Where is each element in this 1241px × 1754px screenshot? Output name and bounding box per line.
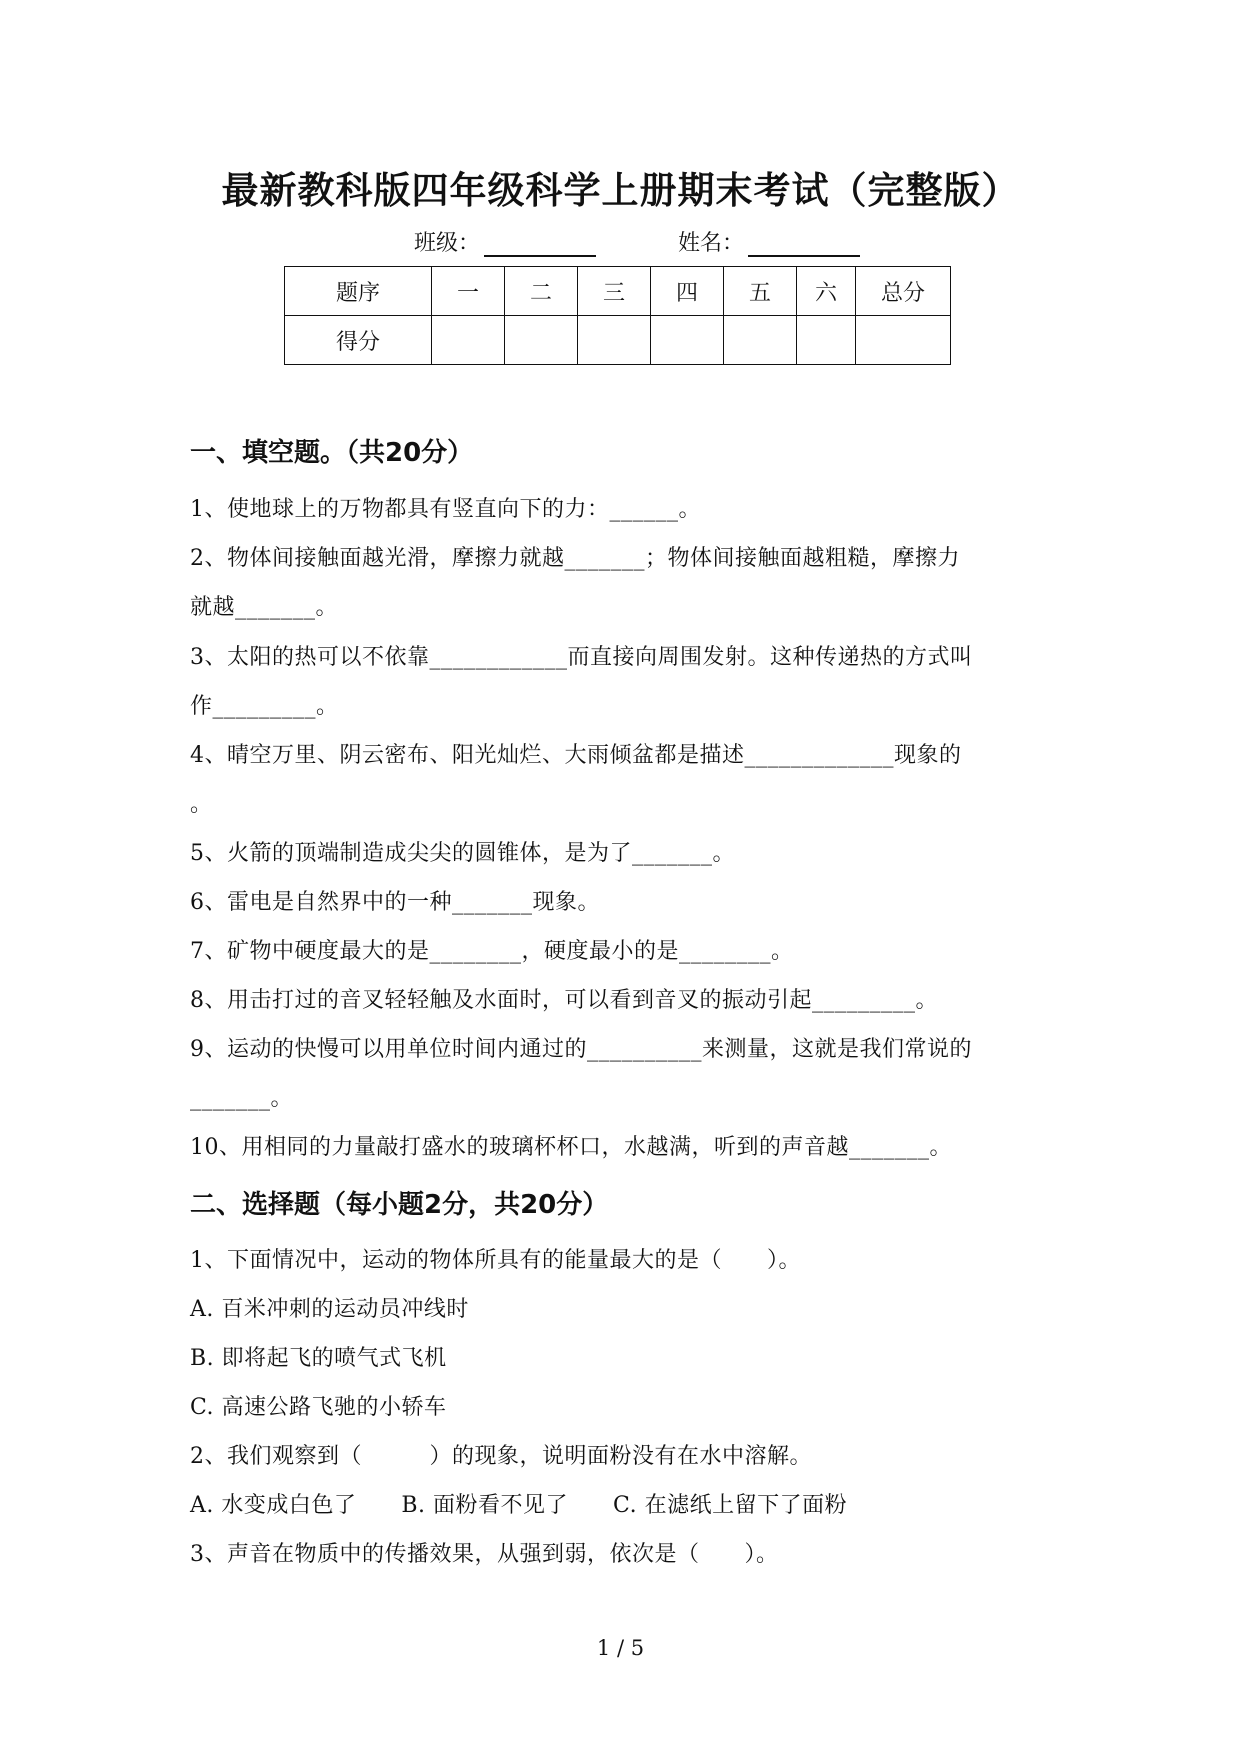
page-number: 1 / 5 xyxy=(596,1636,645,1660)
score-row-label: 得分 xyxy=(285,316,432,365)
question-line: 就越_______。 xyxy=(190,595,339,620)
score-header-cell: 总分 xyxy=(856,267,951,316)
question-line: 1、下面情况中，运动的物体所具有的能量最大的是（ ）。 xyxy=(190,1248,801,1273)
question-line: 作_________。 xyxy=(190,694,339,719)
section-heading: 二、选择题（每小题2分，共20分） xyxy=(190,1190,609,1220)
score-cell xyxy=(724,316,797,365)
score-header-cell: 二 xyxy=(505,267,578,316)
section-heading: 一、填空题。（共20分） xyxy=(190,438,474,468)
score-cell xyxy=(432,316,505,365)
score-cell xyxy=(578,316,651,365)
question-line: 9、运动的快慢可以用单位时间内通过的__________来测量，这就是我们常说的 xyxy=(190,1037,972,1062)
question-line: 3、声音在物质中的传播效果，从强到弱，依次是（ ）。 xyxy=(190,1542,779,1567)
option-line: A. 百米冲刺的运动员冲线时 xyxy=(190,1297,469,1322)
question-line: 8、用击打过的音叉轻轻触及水面时，可以看到音叉的振动引起_________。 xyxy=(190,988,938,1013)
question-line: 5、火箭的顶端制造成尖尖的圆锥体，是为了_______。 xyxy=(190,841,735,866)
name-label: 姓名： xyxy=(678,231,745,256)
score-header-cell: 题序 xyxy=(285,267,432,316)
score-cell xyxy=(651,316,724,365)
name-field xyxy=(678,226,860,257)
score-table-header-row xyxy=(285,267,951,316)
question-line: 10、用相同的力量敲打盛水的玻璃杯杯口，水越满，听到的声音越_______。 xyxy=(190,1135,952,1160)
score-table-score-row xyxy=(285,316,951,365)
score-table xyxy=(284,266,951,365)
score-header-cell: 六 xyxy=(797,267,856,316)
score-cell xyxy=(856,316,951,365)
option-line: C. 高速公路飞驰的小轿车 xyxy=(190,1395,447,1420)
option-line: A. 水变成白色了 B. 面粉看不见了 C. 在滤纸上留下了面粉 xyxy=(190,1493,848,1518)
question-line: _______。 xyxy=(190,1086,294,1111)
question-line: 3、太阳的热可以不依靠____________而直接向周围发射。这种传递热的方式叫 xyxy=(190,645,973,670)
question-line: 4、晴空万里、阴云密布、阳光灿烂、大雨倾盆都是描述_____________现象的 xyxy=(190,743,962,768)
score-cell xyxy=(505,316,578,365)
score-header-cell: 四 xyxy=(651,267,724,316)
question-line: 6、雷电是自然界中的一种_______现象。 xyxy=(190,890,600,915)
score-header-cell: 三 xyxy=(578,267,651,316)
question-line: 1、使地球上的万物都具有竖直向下的力：______。 xyxy=(190,497,701,522)
question-line: 2、我们观察到（ ）的现象，说明面粉没有在水中溶解。 xyxy=(190,1444,812,1469)
score-cell xyxy=(797,316,856,365)
question-line: 7、矿物中硬度最大的是________，硬度最小的是________。 xyxy=(190,939,794,964)
class-label: 班级： xyxy=(414,231,481,256)
class-blank xyxy=(484,233,596,257)
class-field xyxy=(414,226,596,257)
question-line: 。 xyxy=(190,792,213,817)
option-line: B. 即将起飞的喷气式飞机 xyxy=(190,1346,447,1371)
score-header-cell: 五 xyxy=(724,267,797,316)
name-blank xyxy=(748,233,860,257)
question-line: 2、物体间接触面越光滑，摩擦力就越_______；物体间接触面越粗糙，摩擦力 xyxy=(190,546,960,571)
score-header-cell: 一 xyxy=(432,267,505,316)
document-title: 最新教科版四年级科学上册期末考试（完整版） xyxy=(221,169,1020,212)
